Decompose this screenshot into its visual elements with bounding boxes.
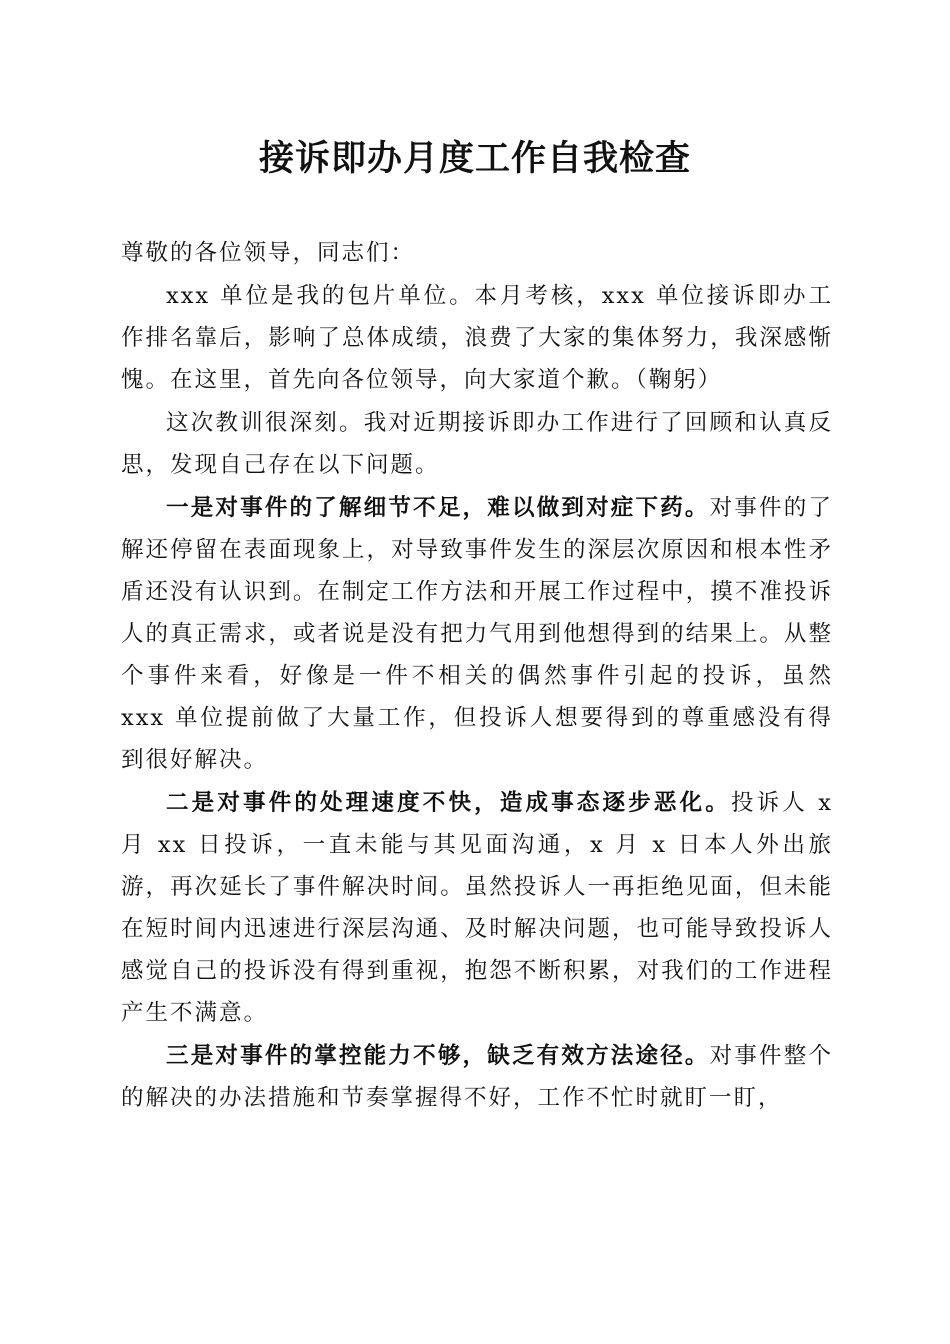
paragraph-lead: 二是对事件的处理速度不快，造成事态逐步恶化。 [166, 790, 731, 816]
paragraph-apology [121, 275, 833, 401]
paragraph-lead: 一是对事件的了解细节不足，难以做到对症下药。 [166, 495, 710, 521]
salutation: 尊敬的各位领导，同志们： [121, 240, 416, 266]
paragraph-issue-two [121, 782, 833, 1034]
paragraph-lead: 三是对事件的掌控能力不够，缺乏有效方法途径。 [166, 1043, 710, 1069]
paragraph-issue-one [121, 487, 833, 781]
document-body [121, 232, 833, 1120]
paragraph-reflection [121, 402, 833, 486]
paragraph-issue-three [121, 1035, 833, 1119]
document-title: 接诉即办月度工作自我检查 [258, 138, 691, 179]
paragraph-text: 这次教训很深刻。我对近期接诉即办工作进行了回顾和认真反思，发现自己存在以下问题。 [121, 410, 833, 478]
paragraph-text: 对事件的了解还停留在表面现象上，对导致事件发生的深层次原因和根本性矛盾还没有认识到。在制定工作方法和开展工作过程中，摸不准投诉人的真正需求，或者说是没有把力气用到他想得到的结果上。从整个事件来看，好像是一件不相关的偶然事件引起的投诉，虽然 xxx 单位提前做了大量工作，但投诉人想要得到的尊重感没有得到很好解决。 [121, 495, 833, 773]
paragraph-text: 投诉人 x 月 xx 日投诉，一直未能与其见面沟通，x 月 x 日本人外出旅游，再次延长了事件解决时间。虽然投诉人一再拒绝见面，但未能在短时间内迅速进行深层沟通、及时解决问题，也可能导致投诉人感觉自己的投诉没有得到重视，抱怨不断积累，对我们的工作进程产生不满意。 [121, 790, 833, 1026]
paragraph-text: 对事件整个的解决的办法措施和节奏掌握得不好，工作不忙时就盯一盯， [121, 1043, 833, 1111]
paragraph-text: xxx 单位是我的包片单位。本月考核，xxx 单位接诉即办工作排名靠后，影响了总体成绩，浪费了大家的集体努力，我深感惭愧。在这里，首先向各位领导，向大家道个歉。（鞠躬） [121, 283, 833, 393]
